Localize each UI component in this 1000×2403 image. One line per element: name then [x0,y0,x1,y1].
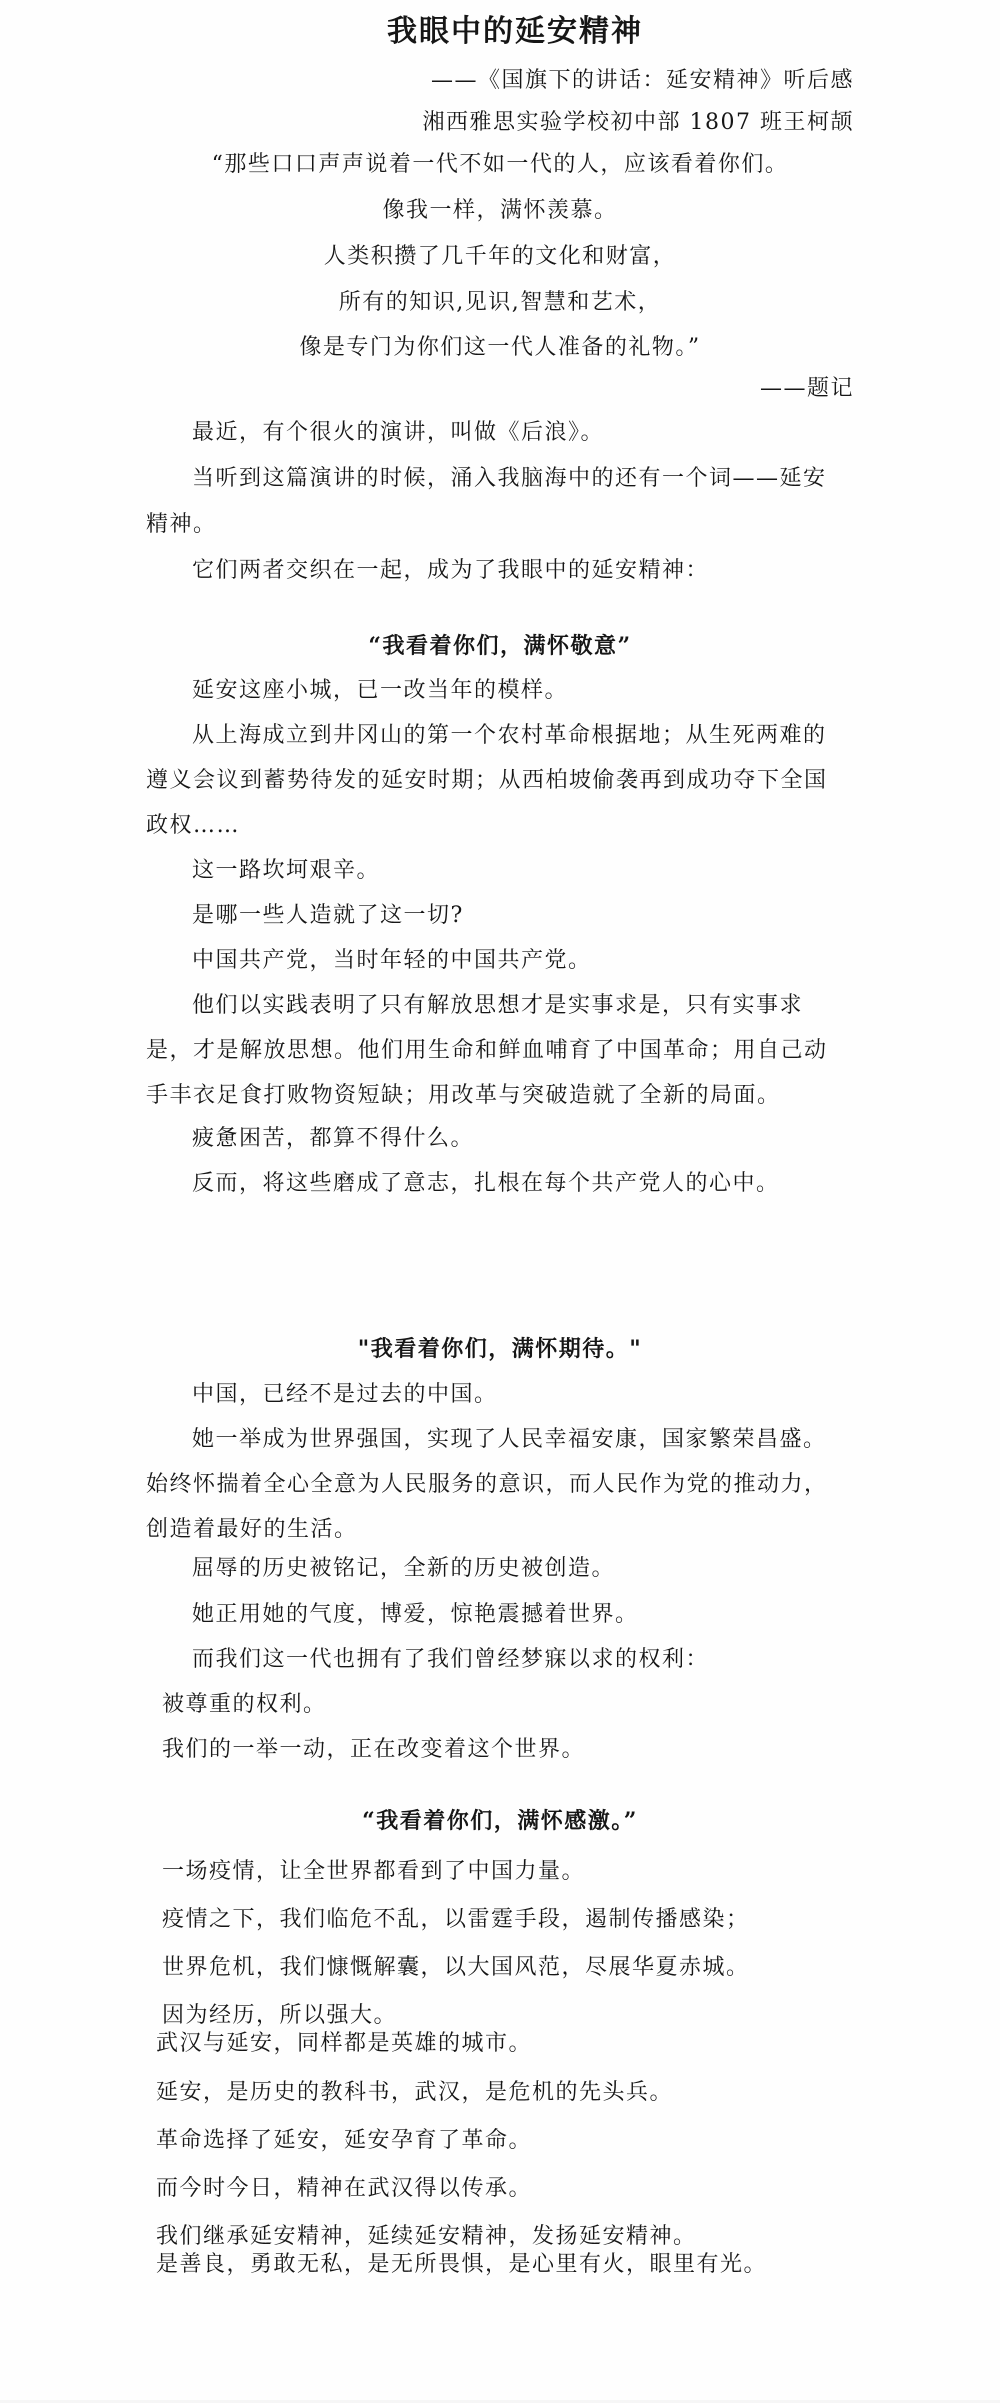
paragraph-line: 从上海成立到井冈山的第一个农村革命根据地；从生死两难的 [192,723,827,748]
paragraph-line: 这一路坎坷艰辛。 [192,858,381,883]
paragraph-line: 因为经历，所以强大。 [162,2003,398,2028]
epigraph-line: 像我一样，满怀羡慕。 [382,198,618,223]
section-heading: "我看着你们，满怀期待。" [357,1336,643,1362]
paragraph-line: 被尊重的权利。 [162,1692,327,1717]
paragraph-line: 而我们这一代也拥有了我们曾经梦寐以求的权利： [192,1647,710,1672]
paragraph-line: 延安这座小城，已一改当年的模样。 [192,678,569,703]
paragraph-line: 精神。 [146,512,217,537]
paragraph-line: 政权…… [146,813,241,838]
paragraph-line: 创造着最好的生活。 [146,1517,358,1542]
paragraph-line: 革命选择了延安，延安孕育了革命。 [156,2128,533,2153]
paragraph-line: 始终怀揣着全心全意为人民服务的意识，而人民作为党的推动力， [146,1472,828,1497]
paragraph-line: 她正用她的气度，博爱，惊艳震撼着世界。 [192,1602,639,1627]
paragraph-line: 是善良，勇敢无私，是无所畏惧，是心里有火，眼里有光。 [156,2252,768,2277]
paragraph-line: 武汉与延安，同样都是英雄的城市。 [156,2031,533,2056]
section-heading: “我看着你们，满怀感激。” [362,1808,638,1834]
epigraph-line: “那些口口声声说着一代不如一代的人，应该看着你们。 [211,152,789,177]
paragraph-line: 而今时今日，精神在武汉得以传承。 [156,2176,533,2201]
essay-author: 湘西雅思实验学校初中部 1807 班王柯颉 [422,110,854,135]
paragraph-line: 手丰衣足食打败物资短缺；用改革与突破造就了全新的局面。 [146,1083,781,1108]
epigraph-line: 像是专门为你们这一代人准备的礼物。” [299,335,701,360]
paragraph-line: 一场疫情，让全世界都看到了中国力量。 [162,1859,586,1884]
paragraph-line: 它们两者交织在一起，成为了我眼中的延安精神： [192,558,710,583]
epigraph-line: 所有的知识,见识,智慧和艺术， [338,290,662,315]
paragraph-line: 疲惫困苦，都算不得什么。 [192,1126,475,1151]
paragraph-line: 中国，已经不是过去的中国。 [192,1382,498,1407]
paragraph-line: 延安，是历史的教科书，武汉，是危机的先头兵。 [156,2080,674,2105]
epigraph-line: 人类积攒了几千年的文化和财富， [323,244,677,269]
paragraph-line: 是，才是解放思想。他们用生命和鲜血哺育了中国革命；用自己动 [146,1038,828,1063]
paragraph-line: 我们继承延安精神，延续延安精神，发扬延安精神。 [156,2224,697,2249]
essay-subtitle: ——《国旗下的讲话：延安精神》听后感 [430,68,854,93]
paragraph-line: 是哪一些人造就了这一切? [192,903,464,928]
paragraph-line: 她一举成为世界强国，实现了人民幸福安康，国家繁荣昌盛。 [192,1427,827,1452]
section-heading: “我看着你们，满怀敬意” [368,633,632,659]
paragraph-line: 世界危机，我们慷慨解囊，以大国风范，尽展华夏赤城。 [162,1955,750,1980]
paragraph-line: 他们以实践表明了只有解放思想才是实事求是，只有实事求 [192,993,804,1018]
paragraph-line: 屈辱的历史被铭记，全新的历史被创造。 [192,1556,616,1581]
paragraph-line: 疫情之下，我们临危不乱，以雷霆手段，遏制传播感染； [162,1907,750,1932]
paragraph-line: 中国共产党，当时年轻的中国共产党。 [192,948,592,973]
paragraph-line: 当听到这篇演讲的时候，涌入我脑海中的还有一个词——延安 [192,466,827,491]
paragraph-line: 我们的一举一动，正在改变着这个世界。 [162,1737,586,1762]
paragraph-line: 遵义会议到蓄势待发的延安时期；从西柏坡偷袭再到成功夺下全国 [146,768,828,793]
essay-title: 我眼中的延安精神 [387,14,643,49]
paragraph-line: 反而，将这些磨成了意志，扎根在每个共产党人的心中。 [192,1171,780,1196]
epigraph-attribution: ——题记 [759,376,854,401]
paragraph-line: 最近，有个很火的演讲，叫做《后浪》。 [192,420,605,445]
